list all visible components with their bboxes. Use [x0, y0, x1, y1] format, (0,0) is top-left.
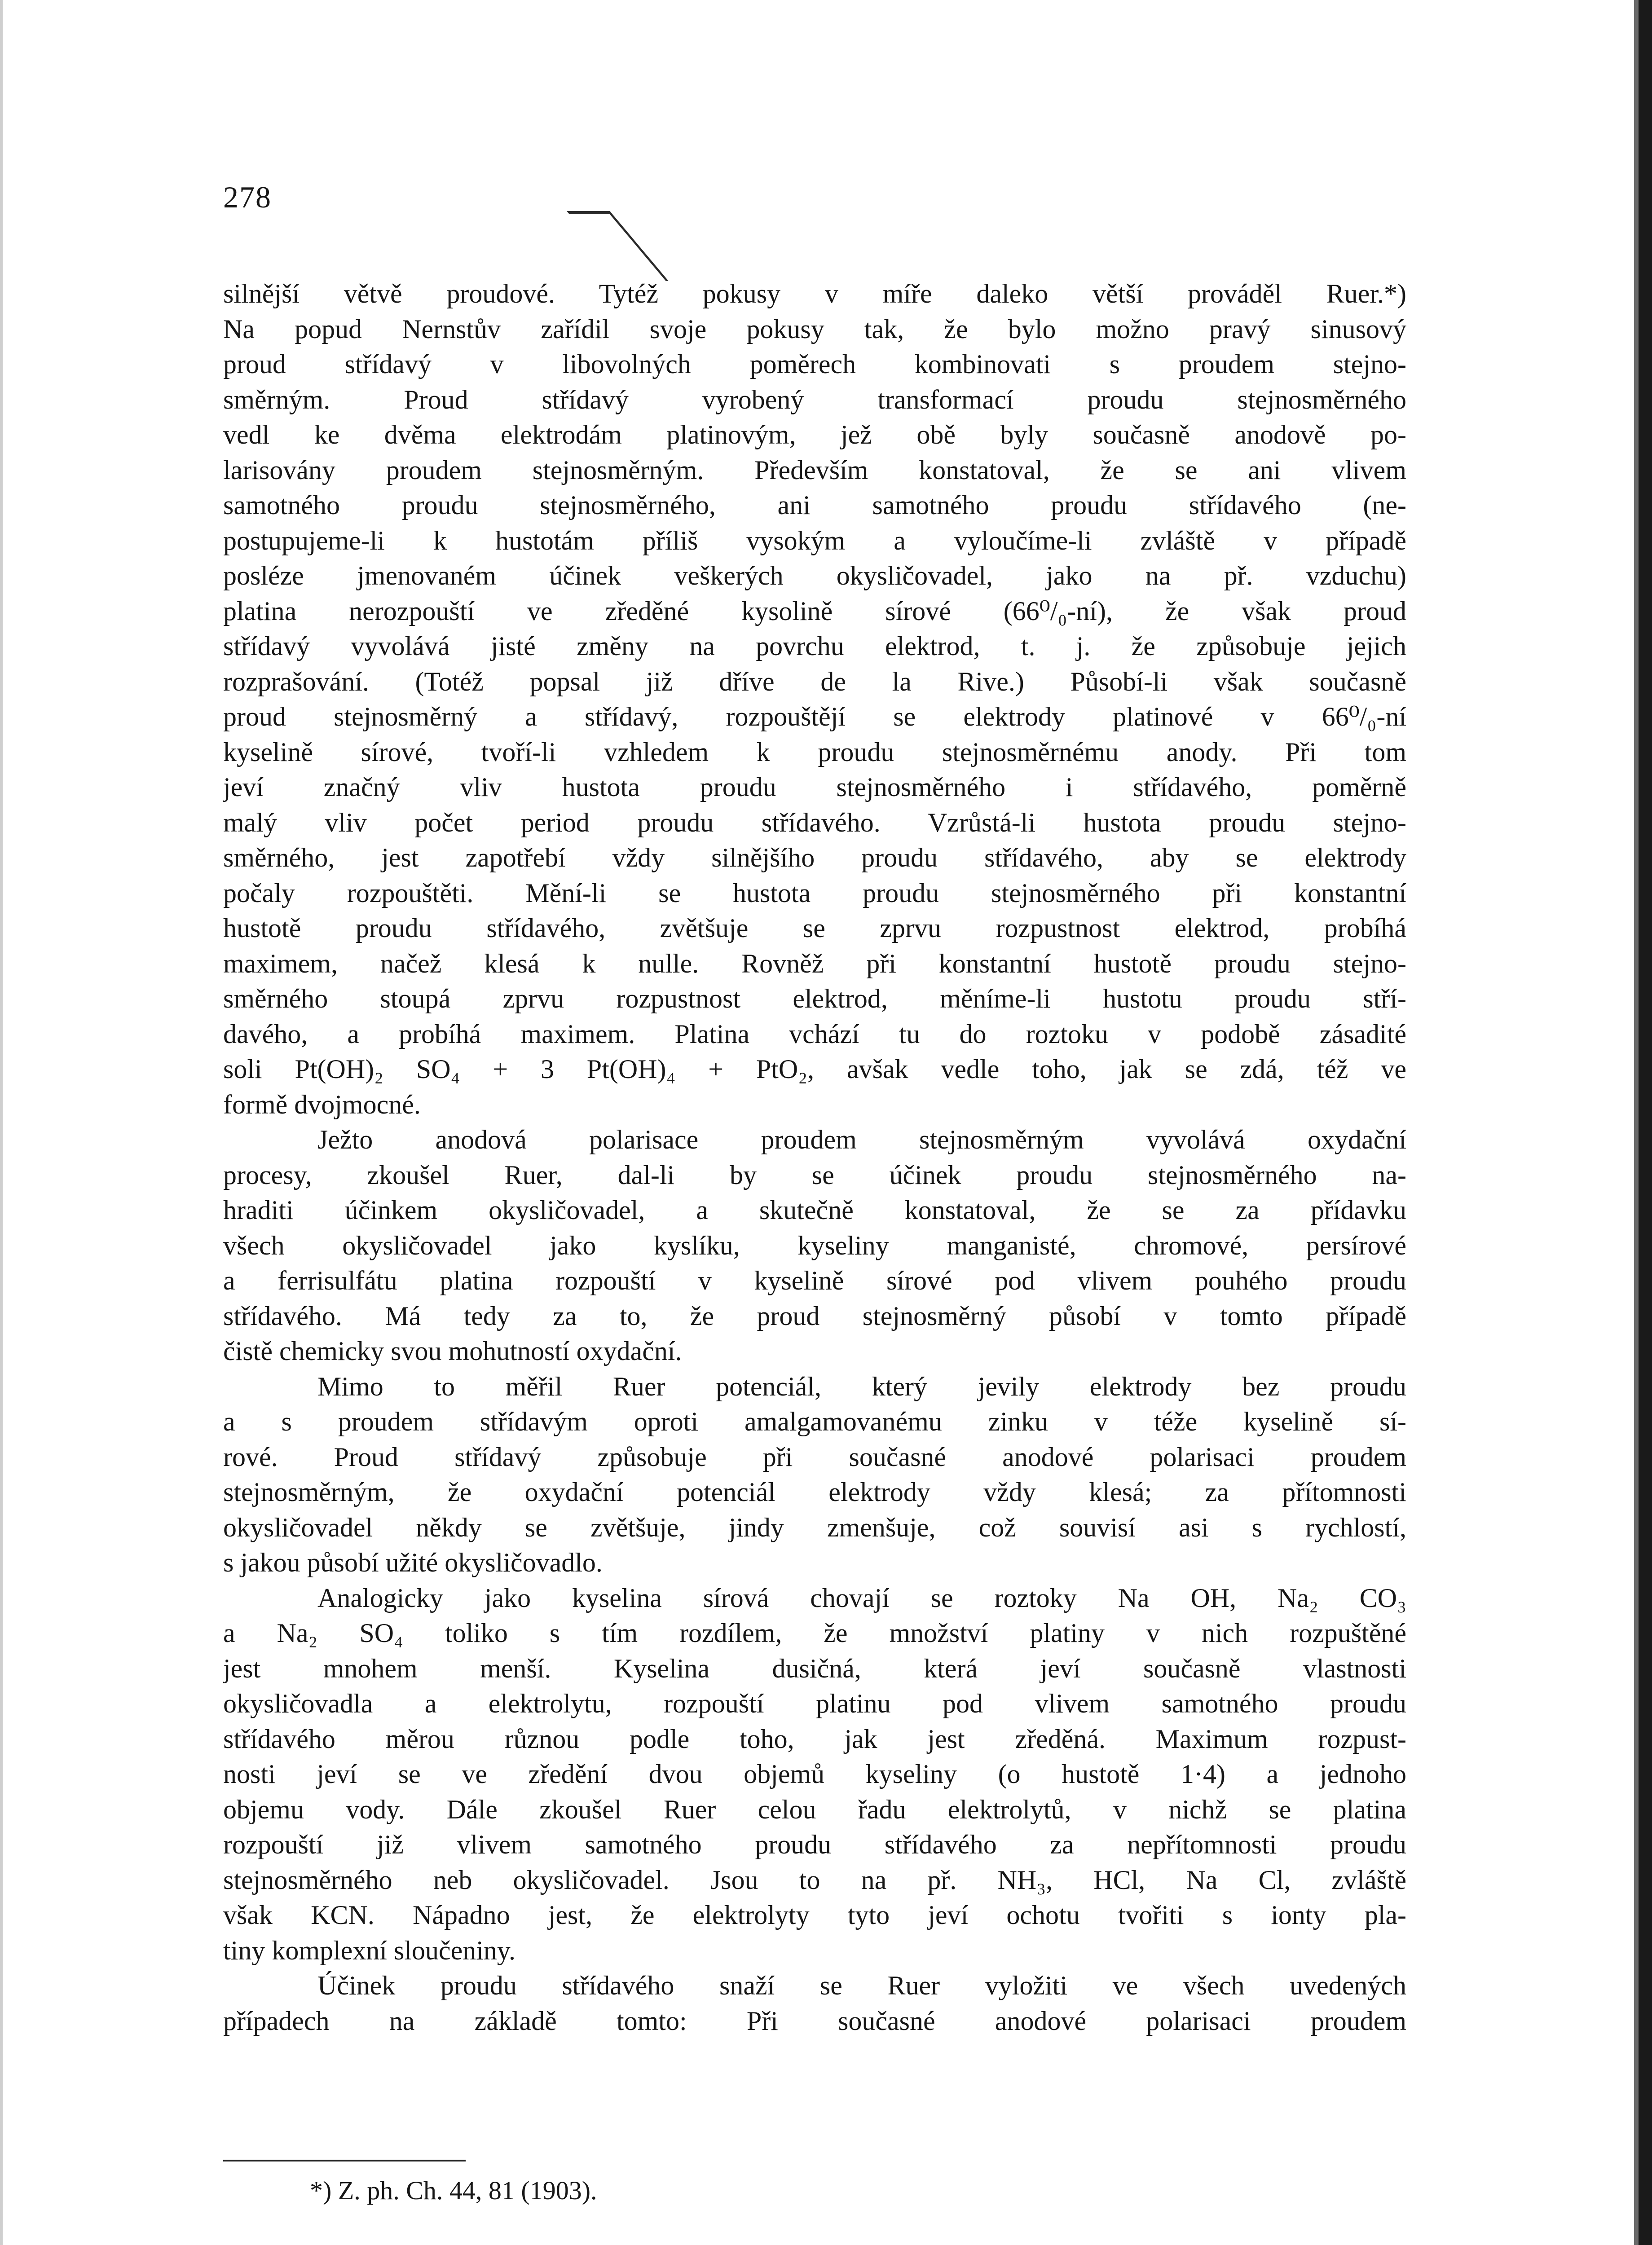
text-line: postupujeme-li k hustotám příliš vysokým a vyloučíme-li zvláště v případě: [223, 525, 1406, 555]
text-line: Ježto anodová polarisace proudem stejnosměrným vyvolává oxydační: [317, 1125, 1406, 1154]
text-line: stejnosměrného neb okysličovadel. Jsou to na př. NH₃, HCl, Na Cl, zvláště: [223, 1865, 1406, 1895]
text-line: formě dvojmocné.: [223, 1089, 421, 1119]
text-line: proud střídavý v libovolných poměrech kombinovati s proudem stejno-: [223, 349, 1406, 379]
text-line: stejnosměrným, že oxydační potenciál elektrody vždy klesá; za přítomnosti: [223, 1477, 1406, 1507]
text-line: davého, a probíhá maximem. Platina vchází tu do roztoku v podobě zásadité: [223, 1019, 1406, 1049]
text-line: samotného proudu stejnosměrného, ani samotného proudu střídavého (ne-: [223, 490, 1406, 520]
text-line: proud stejnosměrný a střídavý, rozpouštějí se elektrody platinové v 66⁰/₀-ní: [223, 702, 1406, 731]
scan-edge-right: [1639, 0, 1652, 2245]
text-line: střídavého měrou různou podle toho, jak jest zředěná. Maximum rozpust-: [223, 1724, 1406, 1754]
text-line: rozprašování. (Totéž popsal již dříve de la Rive.) Působí-li však současně: [223, 666, 1406, 696]
text-line: však KCN. Nápadno jest, že elektrolyty tyto jeví ochotu tvořiti s ionty pla-: [223, 1900, 1406, 1930]
footnote-rule: [223, 2160, 466, 2161]
text-line: všech okysličovadel jako kyslíku, kyseliny manganisté, chromové, persírové: [223, 1230, 1406, 1260]
text-line: střídavého. Má tedy za to, že proud stejnosměrný působí v tomto případě: [223, 1301, 1406, 1331]
text-line: směrným. Proud střídavý vyrobený transformací proudu stejnosměrného: [223, 384, 1406, 414]
text-line: a s proudem střídavým oproti amalgamovanému zinku v téže kyselině sí-: [223, 1407, 1406, 1436]
text-line: počaly rozpouštěti. Mění-li se hustota proudu stejnosměrného při konstantní: [223, 878, 1406, 908]
text-line: tiny komplexní sloučeniny.: [223, 1935, 516, 1965]
text-line: okysličovadel někdy se zvětšuje, jindy zmenšuje, což souvisí asi s rychlostí,: [223, 1512, 1406, 1542]
text-line: hustotě proudu střídavého, zvětšuje se zprvu rozpustnost elektrod, probíhá: [223, 913, 1406, 943]
text-line: posléze jmenovaném účinek veškerých okysličovadel, jako na př. vzduchu): [223, 561, 1406, 590]
text-line: platina nerozpouští ve zředěné kysolině sírové (66⁰/₀-ní), že však proud: [223, 596, 1406, 626]
text-line: maximem, načež klesá k nulle. Rovněž při konstantní hustotě proudu stejno-: [223, 948, 1406, 978]
footnote: *) Z. ph. Ch. 44, 81 (1903).: [310, 2176, 597, 2205]
text-line: a ferrisulfátu platina rozpouští v kyselině sírové pod vlivem pouhého proudu: [223, 1266, 1406, 1295]
text-line: směrného stoupá zprvu rozpustnost elektrod, měníme-li hustotu proudu stří-: [223, 984, 1406, 1013]
text-line: soli Pt(OH)₂ SO₄ + 3 Pt(OH)₄ + PtO₂, avšak vedle toho, jak se zdá, též ve: [223, 1054, 1406, 1084]
text-line: Mimo to měřil Ruer potenciál, který jevily elektrody bez proudu: [317, 1371, 1406, 1401]
text-line: Účinek proudu střídavého snaží se Ruer vyložiti ve všech uvedených: [317, 1971, 1406, 2000]
text-line: rové. Proud střídavý způsobuje při současné anodové polarisaci proudem: [223, 1442, 1406, 1472]
body-text: [223, 276, 1406, 2038]
text-line: Analogicky jako kyselina sírová chovají se roztoky Na OH, Na₂ CO₃: [317, 1583, 1406, 1613]
text-line: hraditi účinkem okysličovadel, a skutečně konstatoval, že se za přídavku: [223, 1195, 1406, 1225]
text-line: rozpouští již vlivem samotného proudu střídavého za nepřítomnosti proudu: [223, 1830, 1406, 1859]
text-line: okysličovadla a elektrolytu, rozpouští platinu pod vlivem samotného proudu: [223, 1689, 1406, 1718]
text-line: procesy, zkoušel Ruer, dal-li by se účinek proudu stejnosměrného na-: [223, 1160, 1406, 1190]
text-line: a Na₂ SO₄ toliko s tím rozdílem, že množství platiny v nich rozpuštěné: [223, 1618, 1406, 1648]
text-line: s jakou působí užité okysličovadlo.: [223, 1548, 603, 1577]
scan-edge-shadow: [1634, 0, 1639, 2245]
text-line: Na popud Nernstův zařídil svoje pokusy tak, že bylo možno pravý sinusový: [223, 314, 1406, 344]
text-line: čistě chemicky svou mohutností oxydační.: [223, 1336, 682, 1366]
scan-edge-left: [0, 0, 3, 2245]
page-number: 278: [223, 180, 272, 214]
text-line: střídavý vyvolává jisté změny na povrchu elektrod, t. j. že způsobuje jejich: [223, 631, 1406, 661]
text-line: nosti jeví se ve zředění dvou objemů kyseliny (o hustotě 1·4) a jednoho: [223, 1759, 1406, 1789]
text-line: objemu vody. Dále zkoušel Ruer celou řadu elektrolytů, v nichž se platina: [223, 1794, 1406, 1824]
stray-pencil-mark: [567, 211, 669, 281]
text-line: larisovány proudem stejnosměrným. Především konstatoval, že se ani vlivem: [223, 455, 1406, 485]
text-line: kyselině sírové, tvoří-li vzhledem k proudu stejnosměrnému anody. Při tom: [223, 737, 1406, 767]
text-line: malý vliv počet period proudu střídavého. Vzrůstá-li hustota proudu stejno-: [223, 807, 1406, 837]
text-line: jeví značný vliv hustota proudu stejnosměrného i střídavého, poměrně: [223, 772, 1406, 802]
text-line: jest mnohem menší. Kyselina dusičná, která jeví současně vlastnosti: [223, 1653, 1406, 1683]
text-line: případech na základě tomto: Při současné anodové polarisaci proudem: [223, 2006, 1406, 2036]
text-line: silnější větvě proudové. Tytéž pokusy v míře daleko větší prováděl Ruer.*): [223, 279, 1406, 308]
text-line: směrného, jest zapotřebí vždy silnějšího proudu střídavého, aby se elektrody: [223, 843, 1406, 872]
text-line: vedl ke dvěma elektrodám platinovým, jež obě byly současně anodově po-: [223, 420, 1406, 449]
